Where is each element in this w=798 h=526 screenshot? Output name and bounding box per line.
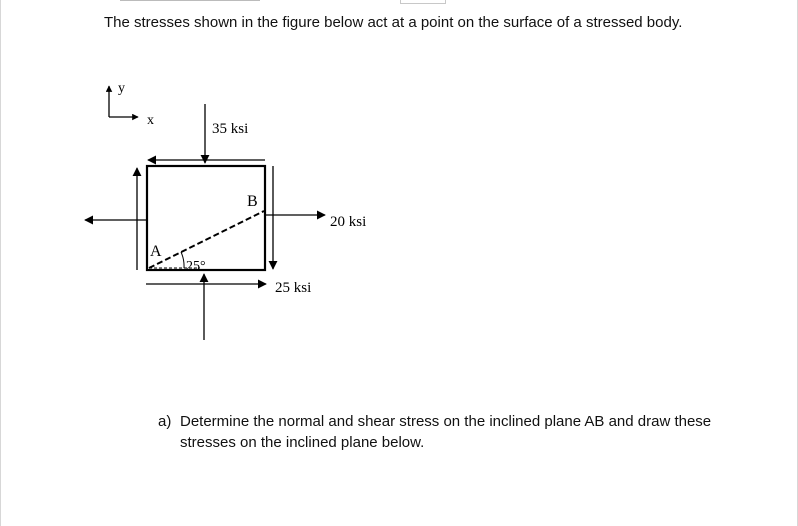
angle-arc bbox=[181, 252, 184, 268]
point-a-label: A bbox=[150, 243, 162, 260]
stress-element-square bbox=[147, 166, 265, 270]
coordinate-axes bbox=[109, 81, 154, 128]
question-a-marker: a) bbox=[158, 413, 172, 430]
shear-label: 25 ksi bbox=[275, 280, 312, 296]
angle-label: 25° bbox=[186, 259, 206, 274]
question-a-text: Determine the normal and shear stress on the inclined plane AB and draw these stresses on the inclined plane below. bbox=[180, 413, 712, 451]
point-b-label: B bbox=[247, 193, 258, 210]
x-axis-label: x bbox=[147, 113, 154, 128]
inclined-plane-ab bbox=[149, 211, 264, 268]
y-axis-label: y bbox=[118, 81, 125, 96]
stress-right-label: 20 ksi bbox=[330, 214, 367, 230]
stress-top-label: 35 ksi bbox=[212, 121, 249, 137]
intro-text: The stresses shown in the figure below act at a point on the surface of a stressed body. bbox=[104, 14, 683, 31]
